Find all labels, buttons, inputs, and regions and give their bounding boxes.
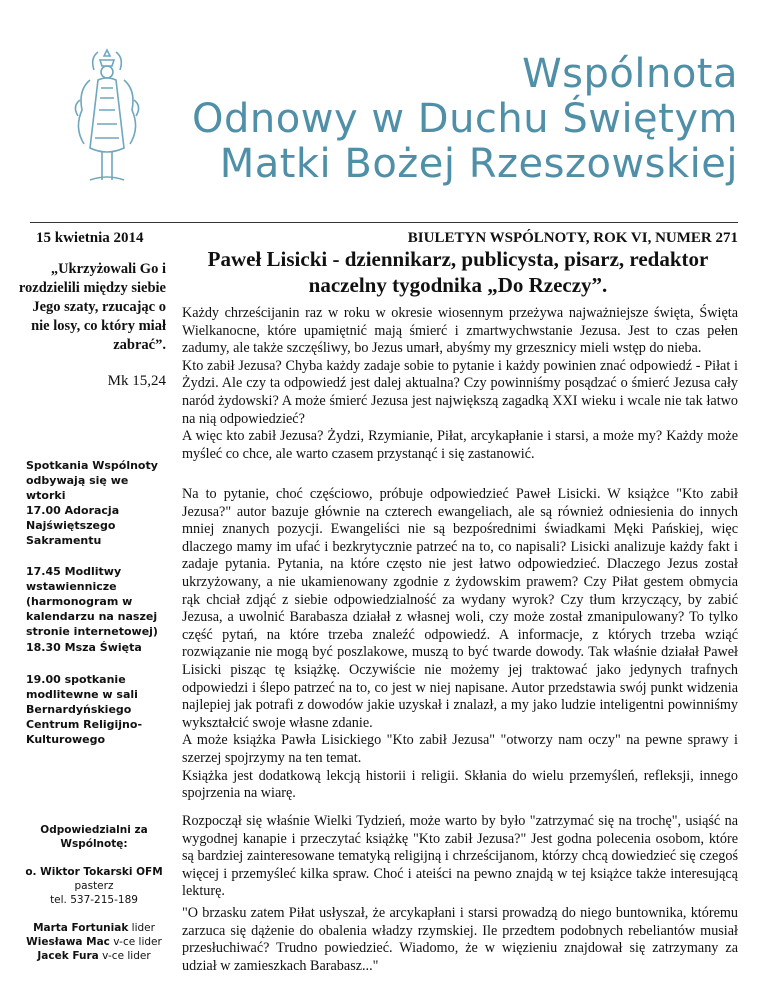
paragraph: Na to pytanie, choć częściowo, próbuje odpowiedzieć Paweł Lisicki. W książce "Kto zabił Jezusa?" autor bazuje głównie na czterech ewangeliach, ale są również odniesienia do innych mniej znanych pozycji. Ewangeliści nie są bezpośrednimi świadkami Męki Pańskiej, więc dlaczego mamy im ufać i bezkrytycznie patrzeć na to, co napisali? Lisicki analizuje każdy fakt i zadaje pytania. Pytania, na które często nie jest łatwo odpowiedzieć. Dlaczego Jezus został ukrzyżowany, a nie ukamienowany zgodnie z żydowskim prawem? Czy Piłat gestem obmycia rąk chciał zdjąć z siebie odpowiedzialność za wydany wyrok? Czy tłum krzyczący, by zabić Jezusa, a uwolnić Barabasza działał z własnej woli, czy może został zmanipulowany? To tylko część pytań, na które trzeba znaleźć odpowiedź. A informacje, z których trzeba wziąć rozwiązanie nie mogą być poszlakowe, muszą to być twarde dowody. Tak właśnie działał Paweł Lisicki pisząc tę książkę. Oczywiście nie możemy jej traktować jako jedynych trafnych odpowiedzi i ślepo patrzeć na to, co jest w niej napisane. Autor przedstawia swój punkt widzenia najlepiej jak potrafi z dowodów jakie uzyskał i znalazł, a my jako ludzie inteligentni powinniśmy wykształcić swoje własne zdanie. bbox=[182, 486, 738, 731]
pastor-role: pasterz bbox=[74, 880, 114, 892]
article-intro bbox=[182, 305, 738, 463]
masthead-line-3: Matki Bożej Rzeszowskiej bbox=[219, 141, 738, 187]
pastor-name: o. Wiktor Tokarski OFM bbox=[25, 866, 163, 878]
paragraph: Rozpoczął się właśnie Wielki Tydzień, może warto by było "zatrzymać się na trochę", usiąść na wygodnej kanapie i przeczytać książkę "Kto zabił Jezusa?" Jest godna polecenia osobom, które są bardziej zainteresowane tematyką religijną i chrześcijanom, którzy chcą dowiedzieć się czegoś więcej i przemyśleć kilka spraw. Choć i ateiści na pewno znajdą w tej książce także interesującą lekturę. bbox=[182, 813, 738, 900]
leader-entry bbox=[20, 935, 168, 949]
meeting-item: 18.30 Msza Święta bbox=[26, 641, 142, 654]
paragraph: A więc kto zabił Jezusa? Żydzi, Rzymianie, Piłat, arcykapłanie i starsi, a może my? Każdy może myśleć co chce, ale warto czasem przystanąć i się zastanowić. bbox=[182, 428, 738, 462]
leader-role: lider bbox=[128, 922, 155, 934]
paragraph: Każdy chrześcijanin raz w roku w okresie wiosennym przeżywa najważniejsze święta, Święta Wielkanocne, które upamiętnić mają śmierć i zmartwychwstanie Jezusa. Jest to czas pełen zadumy, ale także szczęśliwy, bo Jezus umarł, abyśmy my grzesznicy mieli wstęp do nieba. bbox=[182, 305, 738, 357]
meetings-title: Spotkania Wspólnoty odbywają się we wtorki bbox=[26, 459, 158, 502]
leader-name: Marta Fortuniak bbox=[33, 922, 129, 934]
leader-entry bbox=[20, 921, 168, 935]
leader-role: v-ce lider bbox=[109, 936, 162, 948]
paragraph: A może książka Pawła Lisickiego "Kto zabił Jezusa" "otworzy nam oczy" na pewne sprawy i szerzej spojrzymy na ten temat. bbox=[182, 732, 738, 766]
leader-name: Jacek Fura bbox=[37, 950, 99, 962]
article-recommendation bbox=[182, 813, 738, 901]
quote-text: „Ukrzyżowali Go i rozdzielili między siebie Jego szaty, rzucając o nie losy, co który miał zabrać”. bbox=[18, 261, 166, 353]
contacts-title: Odpowiedzialni za Wspólnotę: bbox=[40, 824, 148, 850]
masthead-title bbox=[192, 52, 738, 187]
paragraph: Książka jest dodatkową lekcją historii i religii. Skłania do wielu przemyśleń, refleksji, innego spojrzenia na wiarę. bbox=[182, 767, 738, 802]
bulletin-info: BIULETYN WSPÓLNOTY, ROK VI, NUMER 271 bbox=[407, 230, 738, 246]
leaders-list bbox=[20, 921, 168, 963]
sidebar-quote bbox=[18, 260, 166, 390]
paragraph: "O brzasku zatem Piłat usłyszał, że arcykapłani i starsi prowadzą do niego buntownika, któremu zarzuca się dążenie do obalenia władzy rzymskiej. Ile przedtem podobnych rebeliantów musiał przesłuchiwać? Trudno powiedzieć. Wiadomo, że w więzieniu znajdował się zatrzymany za udział w zamieszkach Barabasz..." bbox=[182, 905, 738, 974]
article-title-line-2: naczelny tygodnika „Do Rzeczy”. bbox=[308, 273, 608, 297]
meeting-item: 17.45 Modlitwy wstawiennicze (harmonogram w kalendarzu na naszej stronie internetowej) bbox=[26, 565, 158, 638]
article-excerpt bbox=[182, 905, 738, 975]
paragraph: Kto zabił Jezusa? Chyba każdy zadaje sobie to pytanie i każdy powinien znać odpowiedź - Piłat i Żydzi. Ale czy ta odpowiedź jest dalej aktualna? Czy powinniśmy posądzać o śmierć Jezusa cały naród żydowski? A może śmierć Jezusa jest największą zagadką XXI wieku i wcale nie tak łatwo na nią odpowiedzieć? bbox=[182, 357, 738, 427]
article-review bbox=[182, 486, 738, 803]
article-title-line-1: Paweł Lisicki - dziennikarz, publicysta, pisarz, redaktor bbox=[207, 247, 709, 271]
masthead-line-1: Wspólnota bbox=[522, 51, 738, 97]
leader-role: v-ce lider bbox=[98, 950, 151, 962]
article-title bbox=[178, 246, 738, 298]
issue-date: 15 kwietnia 2014 bbox=[36, 230, 144, 246]
madonna-tree-logo-icon bbox=[68, 40, 146, 190]
meeting-item: 19.00 spotkanie modlitewne w sali Bernardyńskiego Centrum Religijno-Kulturowego bbox=[26, 673, 143, 746]
masthead-line-2: Odnowy w Duchu Świętym bbox=[192, 96, 738, 142]
pastor-phone: tel. 537-215-189 bbox=[50, 894, 138, 906]
header-divider bbox=[30, 222, 738, 223]
leader-name: Wiesława Mac bbox=[26, 936, 110, 948]
contacts-section bbox=[20, 823, 168, 963]
meeting-item: 17.00 Adoracja Najświętszego Sakramentu bbox=[26, 504, 120, 547]
pastor-contact bbox=[20, 865, 168, 907]
leader-entry bbox=[20, 949, 168, 963]
quote-reference: Mk 15,24 bbox=[107, 373, 166, 389]
